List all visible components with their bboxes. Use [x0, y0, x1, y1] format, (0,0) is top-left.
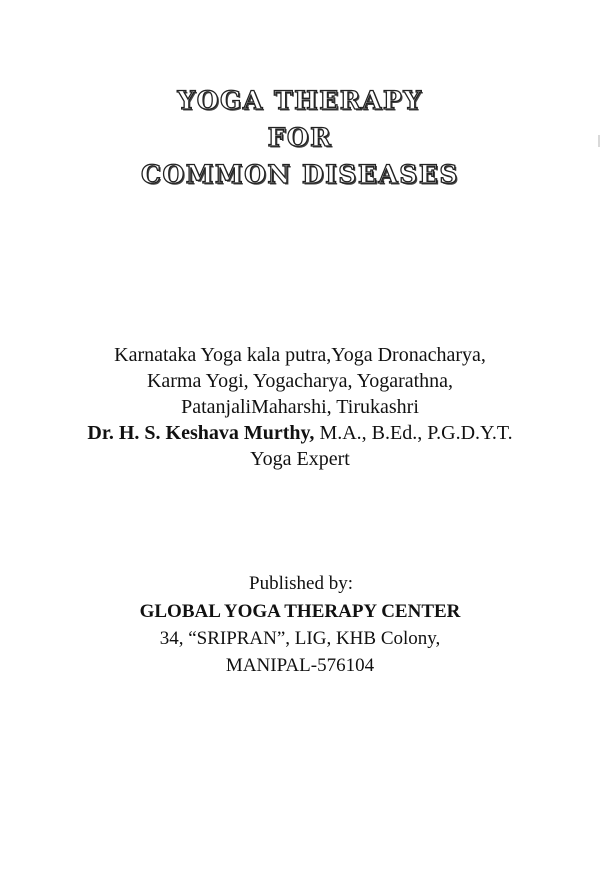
author-line	[0, 420, 600, 446]
honorific-line-3: PatanjaliMaharshi, Tirukashri	[181, 396, 419, 418]
title-line-3: COMMON DISEASES	[141, 160, 459, 189]
honorific-line-1: Karnataka Yoga kala putra,Yoga Dronacharya,	[114, 344, 486, 366]
publisher-name: GLOBAL YOGA THERAPY CENTER	[139, 601, 461, 622]
author-credentials	[0, 342, 600, 472]
published-by-label: Published by:	[249, 573, 353, 594]
publisher-address-line-1: 34, “SRIPRAN”, LIG, KHB Colony,	[159, 628, 441, 649]
book-title	[0, 82, 600, 193]
author-role: Yoga Expert	[250, 448, 350, 470]
publisher-address-line-2: MANIPAL-576104	[225, 655, 375, 676]
title-line-1: YOGA THERAPY	[177, 86, 423, 115]
author-name: Dr. H. S. Keshava Murthy,	[87, 422, 315, 444]
title-line-2: FOR	[267, 123, 333, 152]
author-qualifications: M.A., B.Ed., P.G.D.Y.T.	[314, 422, 513, 444]
honorific-line-2: Karma Yogi, Yogacharya, Yogarathna,	[146, 370, 454, 392]
publisher-block	[0, 570, 600, 679]
